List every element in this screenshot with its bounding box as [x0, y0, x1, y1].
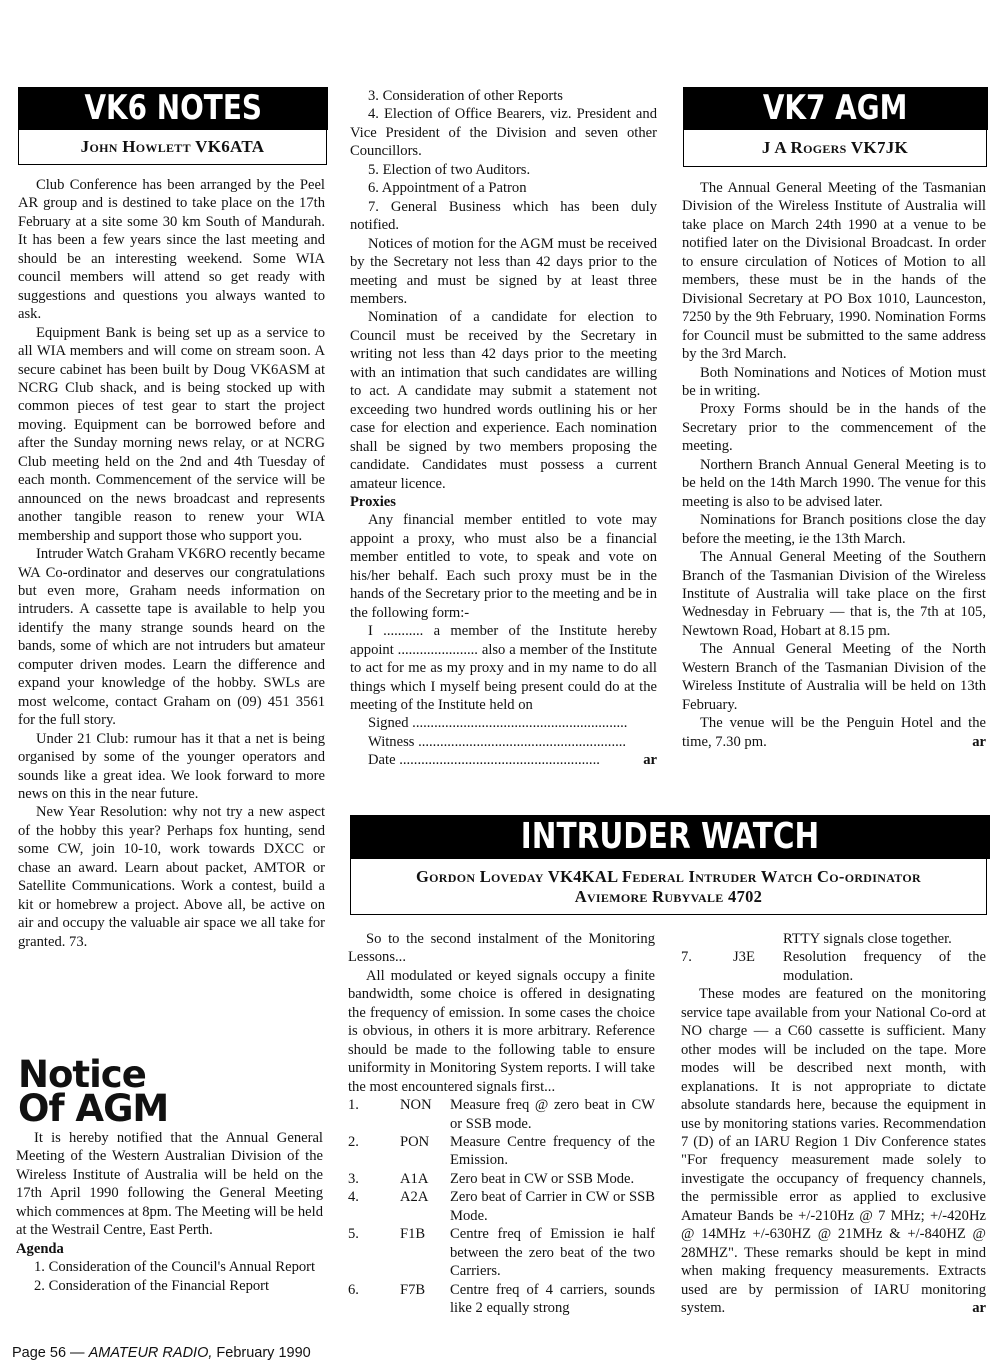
intruder-column-left — [348, 930, 655, 1318]
emission-code: F1B — [400, 1226, 426, 1243]
intruder-byline-line2: Aviemore Rubyvale 4702 — [574, 887, 763, 906]
emission-desc: Resolution frequency of the modulation. — [783, 949, 986, 984]
row-number: 2. — [348, 1133, 359, 1150]
emission-desc: Centre freq of Emission ie half between the zero beat of the two Carriers. — [450, 1226, 655, 1280]
table-row — [348, 1225, 655, 1280]
table-row — [681, 930, 986, 948]
agenda-item: 6. Appointment of a Patron — [368, 180, 527, 197]
page-footer — [12, 1345, 311, 1361]
emission-table — [348, 1096, 655, 1317]
intruder-end-mark: ar — [972, 1300, 986, 1317]
proxy-form: I ........... a member of the Institute hereby appoint ...................... also a member of the Institute to act for me as my proxy and in my name to do all things which I myself being present could do at the meeting of the Institute held on — [350, 623, 657, 713]
table-row — [348, 1170, 655, 1188]
agenda-item: 5. Election of two Auditors. — [368, 161, 531, 178]
row-number: 4. — [348, 1189, 359, 1206]
emission-code: PON — [400, 1133, 430, 1150]
intruder-intro: All modulated or keyed signals occupy a finite bandwidth, some choice is offered in designating the frequency of emission. In some cases the choice is obvious, in others it is more arbitrary. Reference should be made to the following table to ensure uniformity in Monitoring System reports. I will take the most encountered signals first... — [348, 967, 655, 1095]
vk6-paragraph: Intruder Watch Graham VK6RO recently became WA Co-ordinator and deserves our congratulations but even more, Graham needs information on intruders. A cassette tape is available to help you identify the many strange sounds heard on the bands, some of which are not intruders but amateur computer driven modes. Learn the difference and expand your knowledge of the hobby. SWLs are most welcome, contact Graham on (09) 451 3561 for the full story. — [18, 546, 325, 729]
intruder-intro: So to the second instalment of the Monitoring Lessons... — [348, 931, 655, 966]
vk6-paragraph: Equipment Bank is being set up as a service to all WIA members and will come on stream soon. A secure cabinet has been built by Doug VK6ASM at NCRG Club shack, and is being stocked up with common pieces of test gear to start the project moving. Equipment can be borrowed before and after the Sunday morning news relay, or at NCRG Club meeting held on the 2nd and 4th Tuesday of each month. Commencement of the service will be announced on the news broadcast and represents another tangible reason to renew your WIA membership and support those who support you. — [18, 324, 325, 544]
emission-desc: Measure freq @ zero beat in CW or SSB mode. — [450, 1097, 655, 1132]
agenda-heading: Agenda — [16, 1240, 64, 1257]
table-row — [348, 1096, 655, 1133]
intruder-byline-line1: Gordon Loveday VK4KAL Federal Intruder Watch Co-ordinator — [416, 867, 921, 886]
vk7-paragraph: Proxy Forms should be in the hands of the Secretary prior to the commencement of the meeting. — [682, 401, 986, 455]
vk7-paragraph: The Annual General Meeting of the North Western Branch of the Tasmanian Division of the Wireless Institute of Australia will be held on 13th February. — [682, 641, 986, 713]
emission-code: J3E — [733, 949, 755, 966]
vk7-paragraph: Both Nominations and Notices of Motion must be in writing. — [682, 364, 986, 399]
table-row — [348, 1188, 655, 1225]
proxies-heading: Proxies — [350, 493, 396, 510]
intruder-column-right — [681, 930, 986, 1318]
emission-desc: RTTY signals close together. — [783, 931, 952, 947]
emission-code: NON — [400, 1097, 432, 1114]
motions-paragraph: Notices of motion for the AGM must be received by the Secretary not less than 42 days prior to the meeting and must be signed by at least three members. — [350, 235, 657, 307]
nomination-paragraph: Nomination of a candidate for election to Council must be received by the Secretary in writing not less than 42 days prior to the meeting with an intimation that such candidates are willing to act. A candidate may submit a statement not exceeding two hundred words outlining his or her case for election and experience. Each nomination shall be signed by two members proposing the candidate. Candidates must possess a current amateur licence. — [350, 309, 657, 492]
notice-column-right — [350, 87, 657, 770]
vk7-end-mark: ar — [972, 733, 986, 750]
vk6-author: John Howlett VK6ATA — [80, 137, 265, 156]
vk6-title: VK6 NOTES — [84, 88, 262, 128]
vk6-paragraph: Under 21 Club: rumour has it that a net is being organised by some of the younger operators and sounds like a great idea. We look forward to more news on this in the near future. — [18, 730, 325, 802]
row-number: 5. — [348, 1226, 359, 1243]
vk7-paragraph: The Annual General Meeting of the Southern Branch of the Tasmanian Division of the Wireless Institute of Australia will take place on the first Wednesday in February — that is, the 7th at 105, Newtown Road, Hobart at 8.15 pm. — [682, 549, 986, 639]
footer-page: Page 56 — — [12, 1345, 89, 1361]
emission-code: A1A — [400, 1170, 429, 1187]
vk7-byline — [683, 130, 987, 167]
vk7-author: J A Rogers VK7JK — [761, 138, 909, 157]
vk6-paragraph: Club Conference has been arranged by the Peel AR group and is destined to take place on the 17th February at a site some 30 km South of Mandurah. It has been a few years since the last meeting and should be an interesting weekend. Some WIA council members will attend so get ready with suggestions and questions you always wanted to ask. — [18, 177, 325, 323]
table-row — [348, 1133, 655, 1170]
notice-title-line2: Of AGM — [18, 1087, 169, 1130]
emission-table-cont — [681, 930, 986, 985]
notice-column-left — [16, 1129, 323, 1295]
notice-intro: It is hereby notified that the Annual General Meeting of the Western Australian Division of the Wireless Institute of Australia will be held on the 17th April 1990 following the General Meeting which commences at 8pm. The Meeting will be held at the Westrail Centre, East Perth. — [16, 1130, 323, 1239]
notice-title-line1: Notice — [18, 1053, 146, 1096]
agenda-item: 2. Consideration of the Financial Report — [34, 1277, 270, 1294]
vk6-column — [18, 176, 325, 951]
emission-desc: Measure Centre frequency of the Emission. — [450, 1133, 655, 1169]
intruder-byline — [350, 859, 987, 915]
row-number: 6. — [348, 1281, 359, 1298]
vk7-last-text: The venue will be the Penguin Hotel and the time, 7.30 pm. — [682, 715, 986, 750]
emission-desc: Centre freq of 4 carriers, sounds like 2 equally strong — [450, 1281, 655, 1317]
emission-desc: Zero beat in CW or SSB Mode. — [450, 1170, 635, 1187]
witness-line: Witness ......................................................... — [368, 733, 627, 750]
vk7-agm-banner — [683, 87, 988, 130]
emission-desc: Zero beat of Carrier in CW or SSB Mode. — [450, 1189, 655, 1224]
vk7-paragraph: Northern Branch Annual General Meeting is to be held on the 14th March 1990. The venue for this meeting is also to be advised later. — [682, 456, 986, 510]
vk7-column — [682, 179, 986, 751]
notice-end-mark: ar — [643, 752, 657, 769]
proxies-paragraph: Any financial member entitled to vote may appoint a proxy, who must also be a financial member entitled to vote, to speak and vote on his/her behalf. Each such proxy must be in the hands of the Secretary prior to the meeting and be in the following form:- — [350, 512, 657, 621]
agenda-item: 7. General Business which has been duly notified. — [350, 198, 657, 234]
table-row — [348, 1281, 655, 1318]
intruder-watch-banner — [350, 815, 990, 859]
vk7-paragraph — [682, 714, 986, 751]
intruder-para-text: These modes are featured on the monitoring service tape available from your National Co-ord at NO charge — a C60 cassette is sufficient. Many other modes will be included on the tape. More modes will be described next month, with explanations. It is not appropriate to dictate absolute standards here, because the equipment in use by monitoring stations varies. Recommendation 7 (D) of an IARU Region 1 Div Conference states "For frequency measurement made solely to investigate the occupancy of frequency channels, the permissible error as applied to exclusive Amateur Bands be +/-210Hz @ 7 MHz; +/-420Hz @ 14MHz +/-630HZ @ 21MHz & +/-840HZ @ 28MHZ". These remarks should be kept in mind when making frequency measurements. Extracts used are by permission of IARU monitoring system. — [681, 986, 986, 1317]
agenda-item: 3. Consideration of other Reports — [368, 88, 563, 104]
vk7-title: VK7 AGM — [763, 88, 908, 128]
vk6-paragraph: New Year Resolution: why not try a new aspect of the hobby this year? Perhaps fox hunting, send some CW, join 10-10, work towards DXCC or chase an award. Learn about packet, AMTOR or Satellite Communications. Work a contest, build a kit or homebrew a project. Above all, be active on air and occupy the valuable air space we all take for granted. 73. — [18, 804, 325, 950]
intruder-title: INTRUDER WATCH — [520, 816, 820, 857]
vk7-paragraph: Nominations for Branch positions close the day before the meeting, ie the 13th March. — [682, 512, 986, 547]
table-row — [681, 948, 986, 985]
vk7-paragraph: The Annual General Meeting of the Tasmanian Division of the Wireless Institute of Australia will take place on March 24th 1990 at a venue to be notified later on the Divisional Broadcast. In order to ensure circulation of Notices of Motion to all members, these must be in the hands of the Divisional Secretary at PO Box 1010, Launceston, 7250 by the 9th February, 1990. Nomination Forms for Council must be submitted to the same address by the 3rd March. — [682, 180, 986, 363]
signed-line: Signed ........................................................... — [368, 715, 628, 732]
row-number: 7. — [681, 949, 692, 966]
agenda-item: 1. Consideration of the Council's Annual Report — [34, 1259, 316, 1276]
row-number: 3. — [348, 1170, 359, 1187]
date-line — [350, 751, 657, 769]
emission-code: F7B — [400, 1281, 426, 1298]
footer-magazine: AMATEUR RADIO, — [88, 1345, 213, 1361]
vk6-byline — [18, 130, 327, 165]
row-number: 1. — [348, 1097, 359, 1114]
emission-code: A2A — [400, 1189, 429, 1206]
agenda-item: 4. Election of Office Bearers, viz. President and Vice President of the Division and seven other Councillors. — [350, 106, 657, 160]
intruder-paragraph — [681, 985, 986, 1317]
notice-heading — [18, 1053, 169, 1130]
footer-date: February 1990 — [212, 1345, 311, 1361]
vk6-notes-banner — [18, 87, 328, 130]
date-text: Date ....................................................... — [368, 752, 600, 769]
